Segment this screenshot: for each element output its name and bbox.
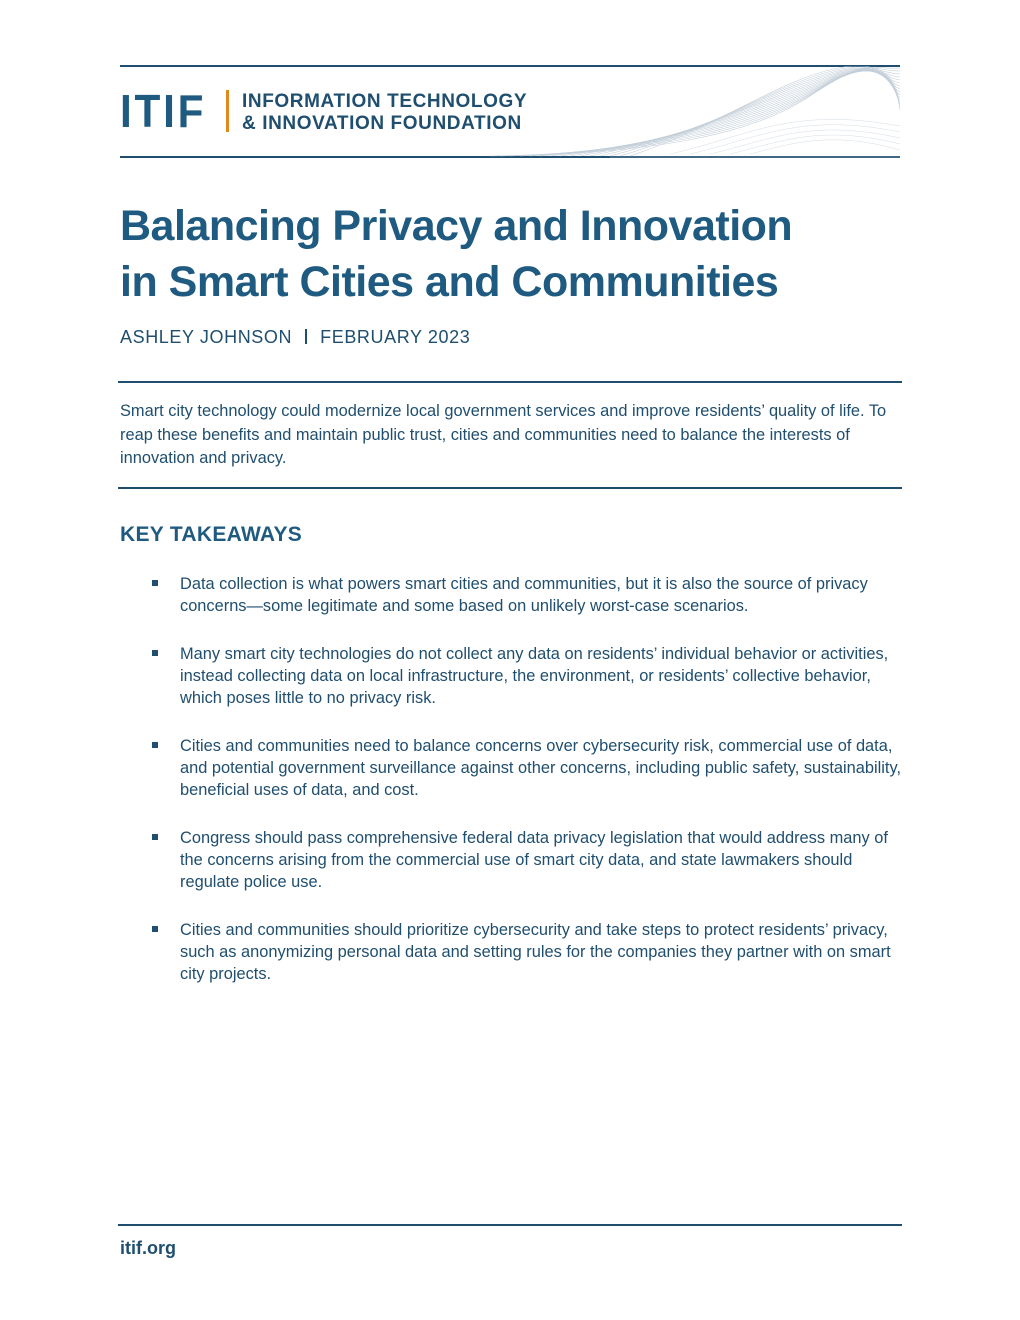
takeaway-item [150,573,902,617]
logo-divider [226,90,229,132]
footer-website-link[interactable]: itif.org [120,1238,176,1258]
report-title [120,198,900,310]
byline [120,326,470,348]
square-bullet-icon [152,580,158,586]
report-title-line-2: in Smart Cities and Communities [120,258,779,306]
summary-top-rule [118,381,902,383]
author-name: ASHLEY JOHNSON [120,327,293,347]
organization-name-line-2: & INNOVATION FOUNDATION [242,113,522,134]
report-summary: Smart city technology could modernize local government services and improve residents’ quality of life. To reap these benefits and maintain public trust, cities and communities need to balance the interests of innovation and privacy. [120,402,887,467]
key-takeaways-heading: KEY TAKEAWAYS [120,523,303,546]
takeaway-item [150,827,902,893]
takeaway-text: Congress should pass comprehensive federal data privacy legislation that would address many of the concerns arising from the commercial use of smart city data, and state lawmakers should regulate police use. [180,829,888,891]
byline-separator [305,329,307,344]
wave-lines-decoration [490,66,900,158]
masthead [120,66,900,158]
takeaway-text: Cities and communities should prioritize cybersecurity and take steps to protect residents’ privacy, such as anonymizing personal data and setting rules for the companies they partner with on smart city projects. [180,921,891,983]
takeaway-item [150,643,902,709]
publication-date: FEBRUARY 2023 [320,327,471,347]
square-bullet-icon [152,926,158,932]
takeaway-text: Cities and communities need to balance concerns over cybersecurity risk, commercial use of data, and potential government surveillance against other concerns, including public safety, sustainability, beneficial uses of data, and cost. [180,737,901,799]
summary-bottom-rule [118,487,902,489]
report-title-line-1: Balancing Privacy and Innovation [120,202,793,250]
footer-rule [118,1224,902,1226]
itif-logo-mark: ITIF [120,85,207,137]
takeaway-item [150,919,902,985]
key-takeaways-list [150,573,902,1011]
organization-name-line-1: INFORMATION TECHNOLOGY [242,91,528,112]
takeaway-item [150,735,902,801]
organization-name [242,91,527,135]
takeaway-text: Data collection is what powers smart cities and communities, but it is also the source of privacy concerns—some legitimate and some based on unlikely worst-case scenarios. [180,575,868,615]
takeaway-text: Many smart city technologies do not collect any data on residents’ individual behavior or activities, instead collecting data on local infrastructure, the environment, or residents’ collective behavior, which poses little to no privacy risk. [180,645,889,707]
square-bullet-icon [152,650,158,656]
square-bullet-icon [152,834,158,840]
square-bullet-icon [152,742,158,748]
